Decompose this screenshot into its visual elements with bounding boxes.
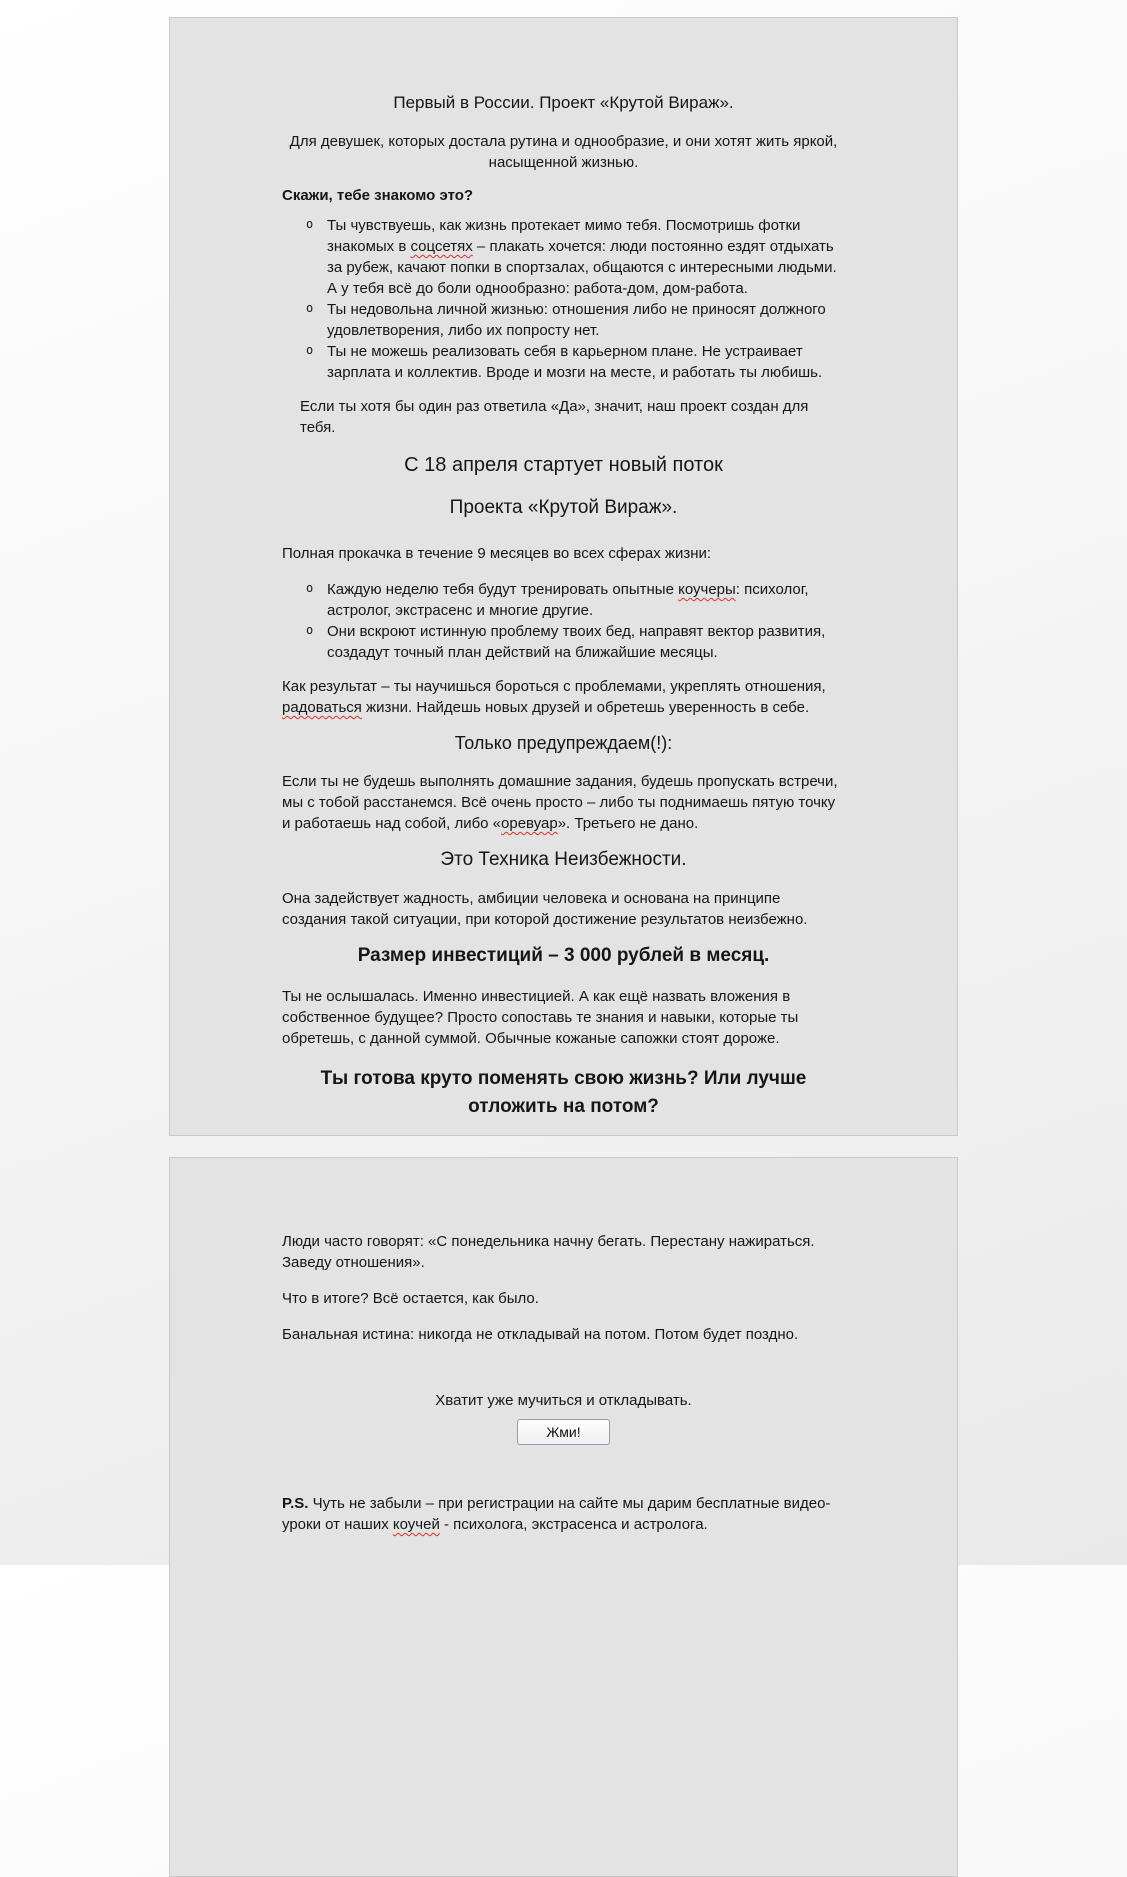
people-say-text: Люди часто говорят: «С понедельника начну бегать. Перестану нажираться. Заведу отношения». (282, 1233, 815, 1271)
final-question-heading: Ты готова круто поменять свою жизнь? Или лучше отложить на потом? (320, 1068, 807, 1117)
ps-text (282, 1493, 845, 1535)
text-segment: : психолог, астролог, экстрасенс и многие другие. (327, 581, 809, 619)
misspelled-word: коучеры (678, 581, 736, 598)
technique-heading: Это Техника Неизбежности. (440, 849, 687, 870)
outcome-text: Что в итоге? Всё остается, как было. (282, 1290, 539, 1307)
list-item (304, 621, 845, 663)
text-segment: Чуть не забыли – при регистрации на сайте мы дарим бесплатные видео-уроки от наших (282, 1495, 831, 1533)
warning-text (282, 771, 845, 834)
pain-points-list (282, 215, 845, 383)
ps-label: P.S. (282, 1495, 309, 1512)
bullet-marker: o (306, 581, 314, 595)
misspelled-word: радоваться (282, 699, 362, 716)
list-item (304, 299, 845, 341)
bullet-marker: o (306, 623, 314, 637)
warning-heading: Только предупреждаем(!): (454, 733, 673, 753)
text-segment: – плакать хочется: люди постоянно ездят отдыхать за рубеж, качают попки в спортзалах, общаются с интересными людьми. А у тебя всё до боли однообразно: работа-дом, дом-работа. (327, 238, 837, 297)
cta-text: Хватит уже мучиться и откладывать. (435, 1392, 692, 1409)
misspelled-word: соцсетях (410, 238, 473, 255)
project-title: Первый в России. Проект «Крутой Вираж». (393, 93, 734, 112)
truth-text: Банальная истина: никогда не откладывай на потом. Потом будет поздно. (282, 1326, 799, 1343)
program-list (282, 579, 845, 663)
text-segment: Если ты не будешь выполнять домашние задания, будешь пропускать встречи, мы с тобой расстанемся. Всё очень просто – либо ты поднимаешь пятую точку и работаешь над собой, либо « (282, 773, 838, 832)
text-segment: Ты недовольна личной жизнью: отношения либо не приносят должного удовлетворения, либо их попросту нет. (327, 301, 826, 339)
result-text (282, 676, 845, 718)
text-segment: Ты чувствуешь, как жизнь протекает мимо тебя. Посмотришь фотки знакомых в (327, 217, 801, 255)
bullet-marker: o (306, 217, 314, 231)
ad-page-2 (169, 1157, 958, 1877)
go-button[interactable]: Жми! (517, 1419, 609, 1445)
button-row (282, 1419, 845, 1445)
text-segment: - психолога, экстрасенса и астролога. (439, 1516, 708, 1533)
price-heading: Размер инвестиций – 3 000 рублей в месяц. (357, 945, 770, 966)
list-item (304, 215, 845, 299)
text-segment: Ты не можешь реализовать себя в карьерном плане. Не устраивает зарплата и коллектив. Вроде и мозги на месте, и работать ты любишь. (327, 343, 823, 381)
list-item (304, 341, 845, 383)
text-segment: ». Третьего не дано. (557, 815, 699, 832)
bullet-marker: o (306, 343, 314, 357)
list-item (304, 579, 845, 621)
technique-text: Она задействует жадность, амбиции человека и основана на принципе создания такой ситуации, при которой достижение результатов неизбежно. (282, 890, 808, 928)
text-segment: жизни. Найдешь новых друзей и обретешь уверенность в себе. (361, 699, 810, 716)
text-segment: Как результат – ты научишься бороться с проблемами, укреплять отношения, (282, 678, 826, 695)
price-text: Ты не ослышалась. Именно инвестицией. А как ещё назвать вложения в собственное будущее? Просто сопоставь те знания и навыки, которые ты обретешь, с данной суммой. Обычные кожаные сапожки стоят дороже. (282, 988, 799, 1047)
text-segment: Они вскроют истинную проблему твоих бед, направят вектор развития, создадут точный план действий на ближайшие месяцы. (327, 623, 826, 661)
ad-page-1 (169, 17, 958, 1136)
text-segment: Каждую неделю тебя будут тренировать опытные (327, 581, 679, 598)
program-intro-text: Полная прокачка в течение 9 месяцев во всех сферах жизни: (282, 545, 712, 562)
misspelled-word: коучей (392, 1516, 440, 1533)
question-heading: Скажи, тебе знакомо это? (282, 187, 474, 204)
misspelled-word: оревуар (501, 815, 558, 832)
if-yes-text: Если ты хотя бы один раз ответила «Да», значит, наш проект создан для тебя. (300, 398, 809, 436)
intro-text: Для девушек, которых достала рутина и однообразие, и они хотят жить яркой, насыщенной жизнью. (289, 133, 838, 171)
project-name-heading: Проекта «Крутой Вираж». (449, 497, 678, 518)
bullet-marker: o (306, 301, 314, 315)
start-date-heading: С 18 апреля стартует новый поток (404, 454, 723, 476)
page-background (0, 17, 1127, 1565)
